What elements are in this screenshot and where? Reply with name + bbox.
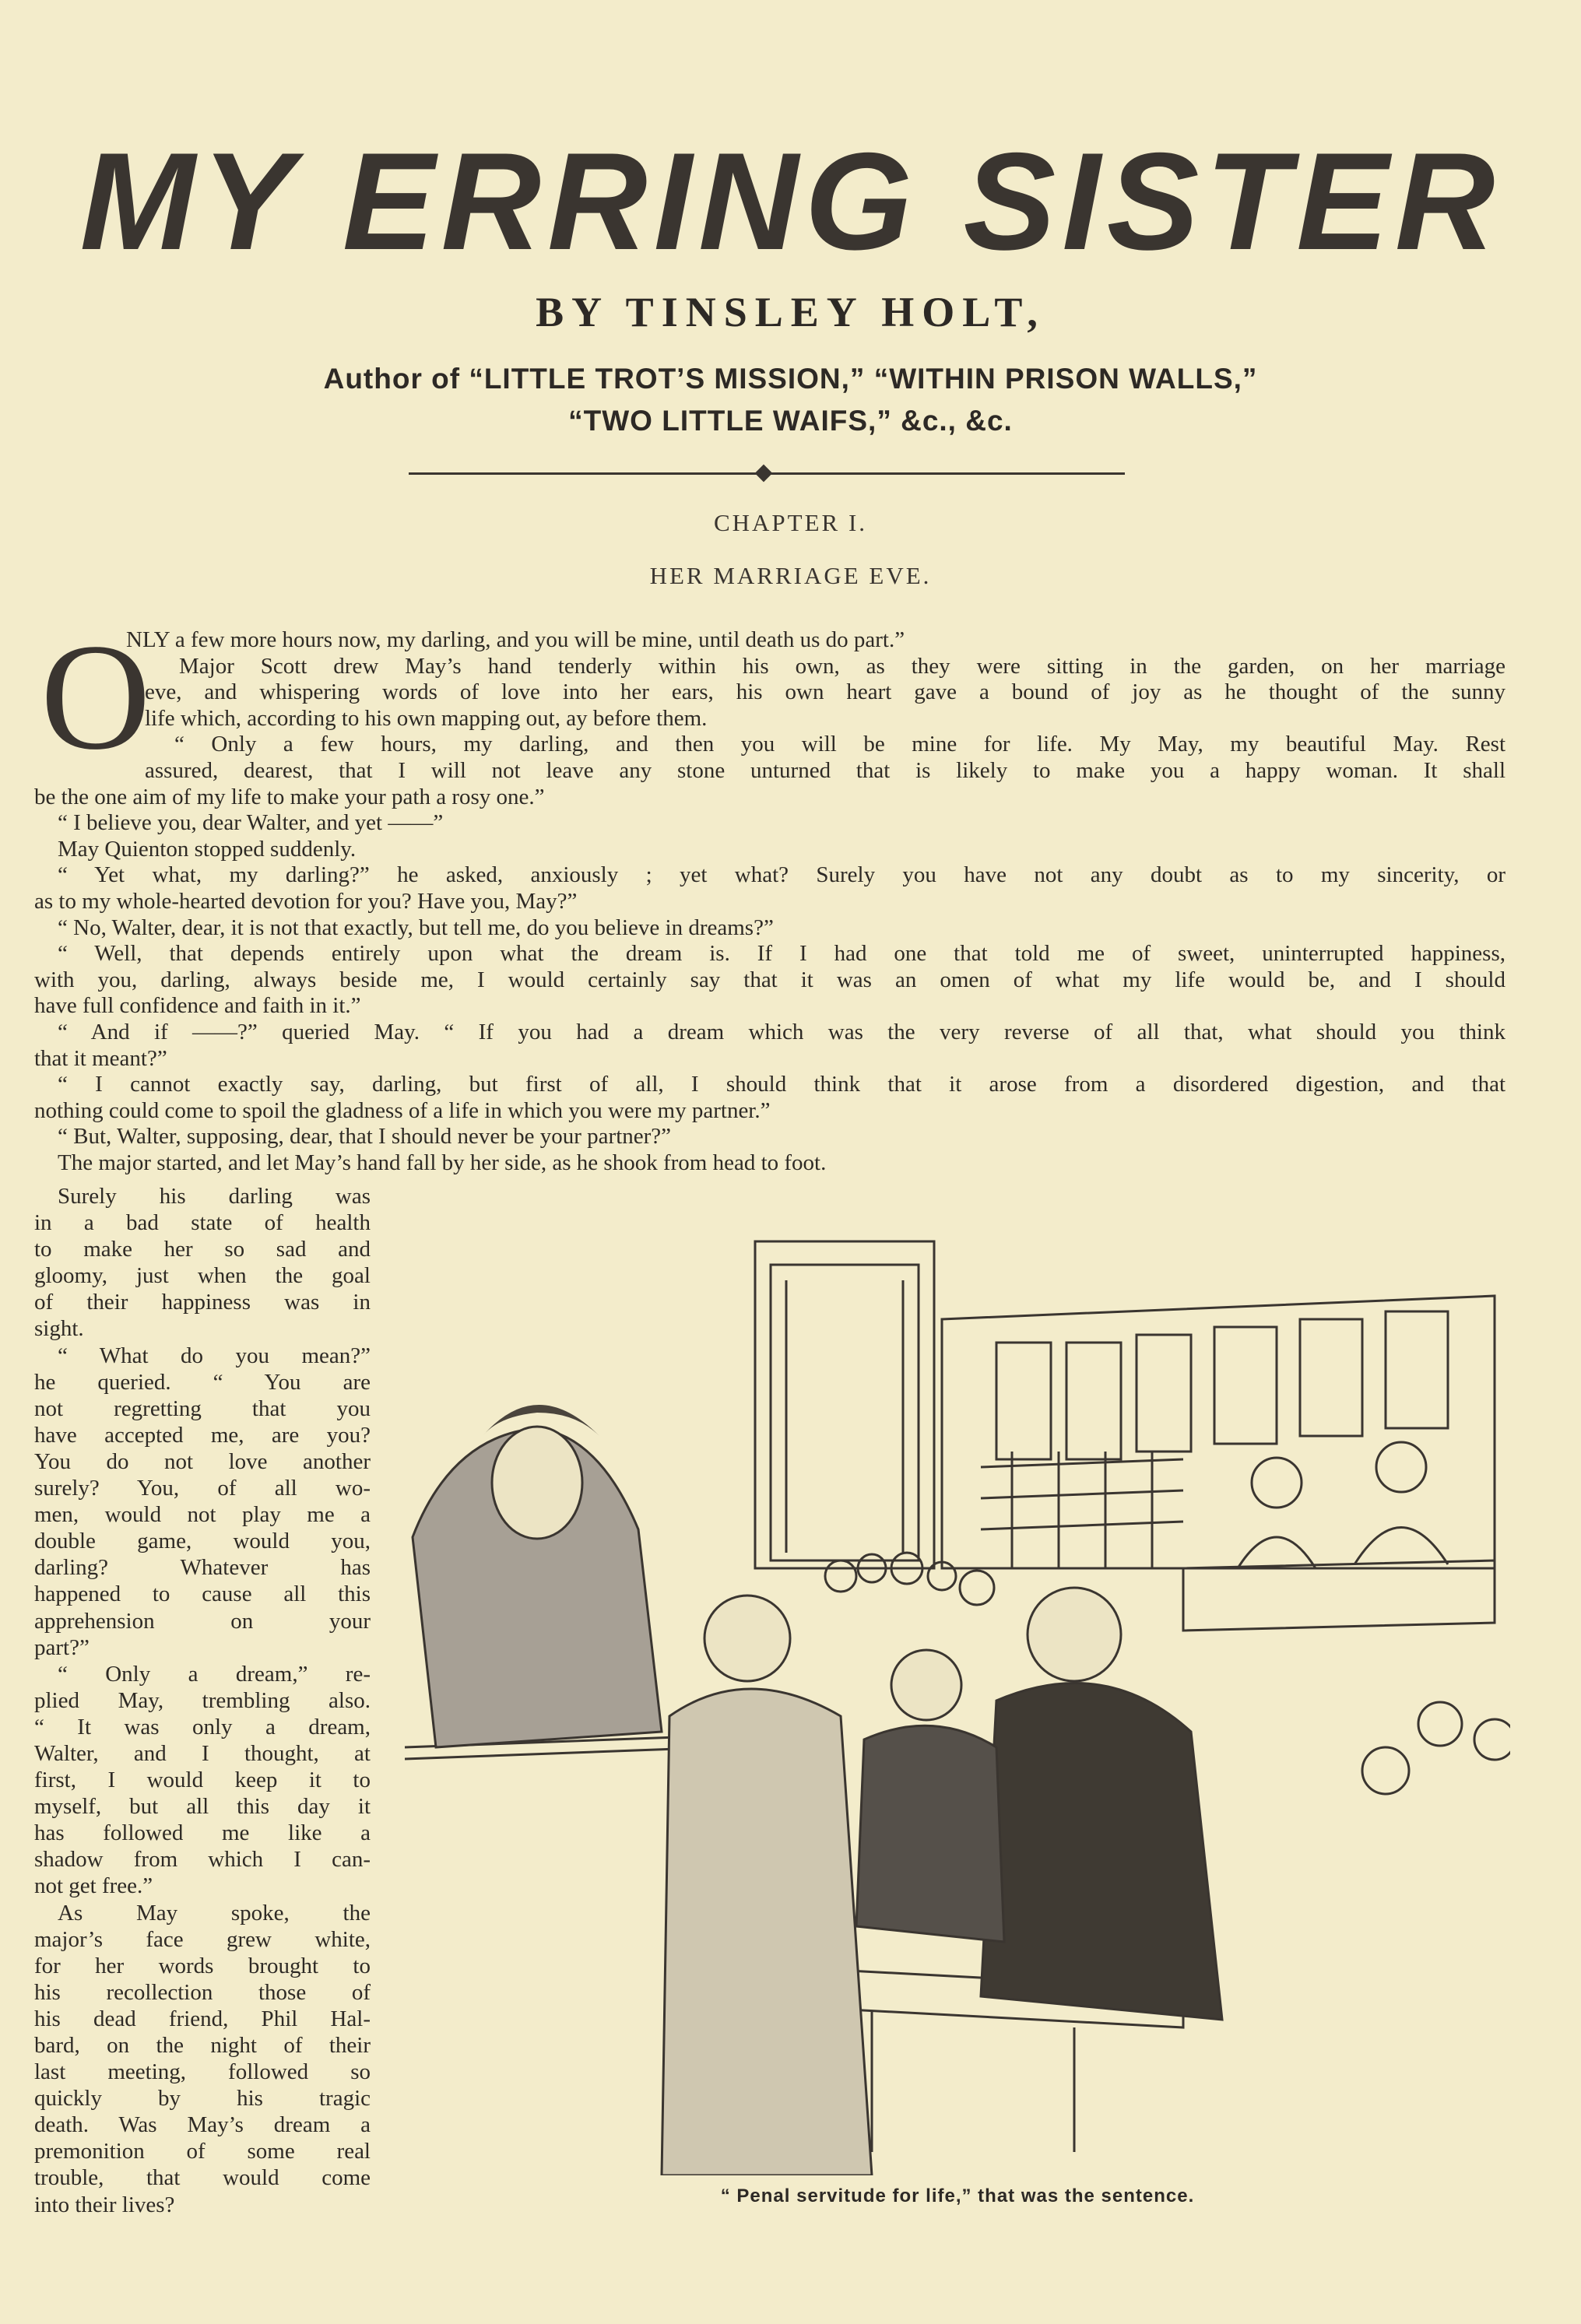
column-line: to make her so sad and [34, 1237, 371, 1262]
column-line: surely? You, of all wo- [34, 1476, 371, 1501]
column-line: “ Only a dream,” re- [58, 1661, 371, 1687]
column-line: myself, but all this day it [34, 1794, 371, 1820]
courtroom-illustration [405, 1202, 1510, 2175]
doorway-frame [755, 1241, 934, 1568]
chapter-heading: CHAPTER I. [713, 509, 868, 536]
body-line: “ But, Walter, supposing, dear, that I should never be your partner?” [58, 1124, 672, 1150]
column-line: double game, would you, [34, 1529, 371, 1554]
body-line: “ Only a few hours, my darling, and then you will be mine for life. My May, my beautiful May. Rest [174, 732, 1505, 757]
column-line: first, I would keep it to [34, 1768, 371, 1793]
body-line: be the one aim of my life to make your path a rosy one.” [34, 784, 545, 809]
column-line: death. Was May’s dream a [34, 2112, 371, 2138]
author-credits [0, 358, 1581, 442]
column-line: plied May, trembling also. [34, 1687, 371, 1713]
body-line: life which, according to his own mapping out, ay before them. [145, 705, 708, 731]
body-line: NLY a few more hours now, my darling, and you will be mine, until death us do part.” [126, 627, 905, 652]
column-line: trouble, that would come [34, 2165, 371, 2191]
window-lattice [981, 1452, 1183, 1568]
column-line: “ What do you mean?” [58, 1343, 371, 1368]
column-line: men, would not play me a [34, 1502, 371, 1528]
column-line: he queried. “ You are [34, 1369, 371, 1395]
column-line: bard, on the night of their [34, 2033, 371, 2058]
column-line: happened to cause all this [34, 1582, 371, 1607]
body-line: have full confidence and faith in it.” [34, 993, 361, 1019]
body-line: “ I believe you, dear Walter, and yet ——” [58, 810, 444, 836]
column-line: part?” [34, 1634, 90, 1660]
body-line: assured, dearest, that I will not leave any stone unturned that is likely to make you a happy woman. It shall [145, 757, 1505, 783]
judges-bench [1183, 1442, 1495, 1631]
byline: BY TINSLEY HOLT, [536, 289, 1045, 335]
column-line: not get free.” [34, 1873, 153, 1899]
body-line: “ Well, that depends entirely upon what the dream is. If I had one that told me of sweet, uninterrupted happiness, [58, 941, 1505, 967]
chapter-title: HER MARRIAGE EVE. [649, 562, 932, 589]
body-line: with you, darling, always beside me, I would certainly say that it was an omen of what my life would be, and I should [34, 967, 1505, 992]
column-line: for her words brought to [34, 1953, 371, 1978]
story-title: MY ERRING SISTER [79, 124, 1502, 279]
column-line: major’s face grew white, [34, 1926, 371, 1952]
body-line: that it meant?” [34, 1045, 167, 1071]
body-line: Major Scott drew May’s hand tenderly within his own, as they were sitting in the garden, on her marriage [179, 653, 1505, 679]
column-line: shadow from which I can- [34, 1847, 371, 1873]
column-line: has followed me like a [34, 1820, 371, 1846]
body-text [34, 627, 1505, 1176]
column-line: Surely his darling was [58, 1184, 371, 1209]
body-line: The major started, and let May’s hand fall by her side, as he shook from head to foot. [58, 1150, 827, 1175]
drop-cap: O [40, 613, 151, 781]
column-line: in a bad state of health [34, 1210, 371, 1236]
body-line: “ And if ——?” queried May. “ If you had a dream which was the very reverse of all that, what should you think [58, 1019, 1505, 1044]
column-line: his dead friend, Phil Hal- [34, 2006, 371, 2031]
column-line: his recollection those of [34, 1979, 371, 2005]
body-line: as to my whole-hearted devotion for you? Have you, May?” [34, 888, 578, 914]
column-line: sight. [34, 1316, 84, 1342]
body-line: May Quienton stopped suddenly. [58, 836, 357, 862]
body-line: “ No, Walter, dear, it is not that exactly, but tell me, do you believe in dreams?” [58, 915, 774, 940]
rule-ornament-icon [755, 465, 773, 483]
column-line: quickly by his tragic [34, 2086, 371, 2112]
column-line: You do not love another [34, 1448, 371, 1474]
body-line: “ Yet what, my darling?” he asked, anxiously ; yet what? Surely you have not any doubt as to my sincerity, or [58, 862, 1505, 888]
body-line: nothing could come to spoil the gladness of a life in which you were my partner.” [34, 1097, 771, 1123]
column-line: Walter, and I thought, at [34, 1740, 371, 1766]
author-credits-line-2: “TWO LITTLE WAIFS,” &c., &c. [568, 405, 1013, 437]
column-line: premonition of some real [34, 2139, 371, 2164]
warder-figure [662, 1596, 872, 2175]
column-line: into their lives? [34, 2192, 175, 2217]
barrister-figure [981, 1588, 1222, 2020]
author-credits-line-1: Author of “LITTLE TROT’S MISSION,” “WITHIN PRISON WALLS,” [323, 363, 1258, 395]
column-line: not regretting that you [34, 1395, 371, 1421]
column-line: have accepted me, are you? [34, 1422, 371, 1448]
woman-in-dock [413, 1405, 662, 1747]
clerk-figure [856, 1650, 1004, 1942]
body-line: “ I cannot exactly say, darling, but first of all, I should think that it arose from a disordered digestion, and that [58, 1072, 1505, 1097]
column-line: “ It was only a dream, [34, 1714, 371, 1739]
illustration-caption: “ Penal servitude for life,” that was the sentence. [720, 2185, 1195, 2206]
column-line: of their happiness was in [34, 1290, 371, 1315]
column-line: gloomy, just when the goal [34, 1263, 371, 1289]
body-line: eve, and whispering words of love into her ears, his own heart gave a bound of joy as he thought of the sunny [145, 679, 1505, 705]
column-line: darling? Whatever has [34, 1555, 371, 1581]
column-line: last meeting, followed so [34, 2059, 371, 2085]
column-line: As May spoke, the [58, 1900, 371, 1926]
column-line: apprehension on your [34, 1608, 371, 1634]
narrow-text-column [34, 1183, 371, 2218]
